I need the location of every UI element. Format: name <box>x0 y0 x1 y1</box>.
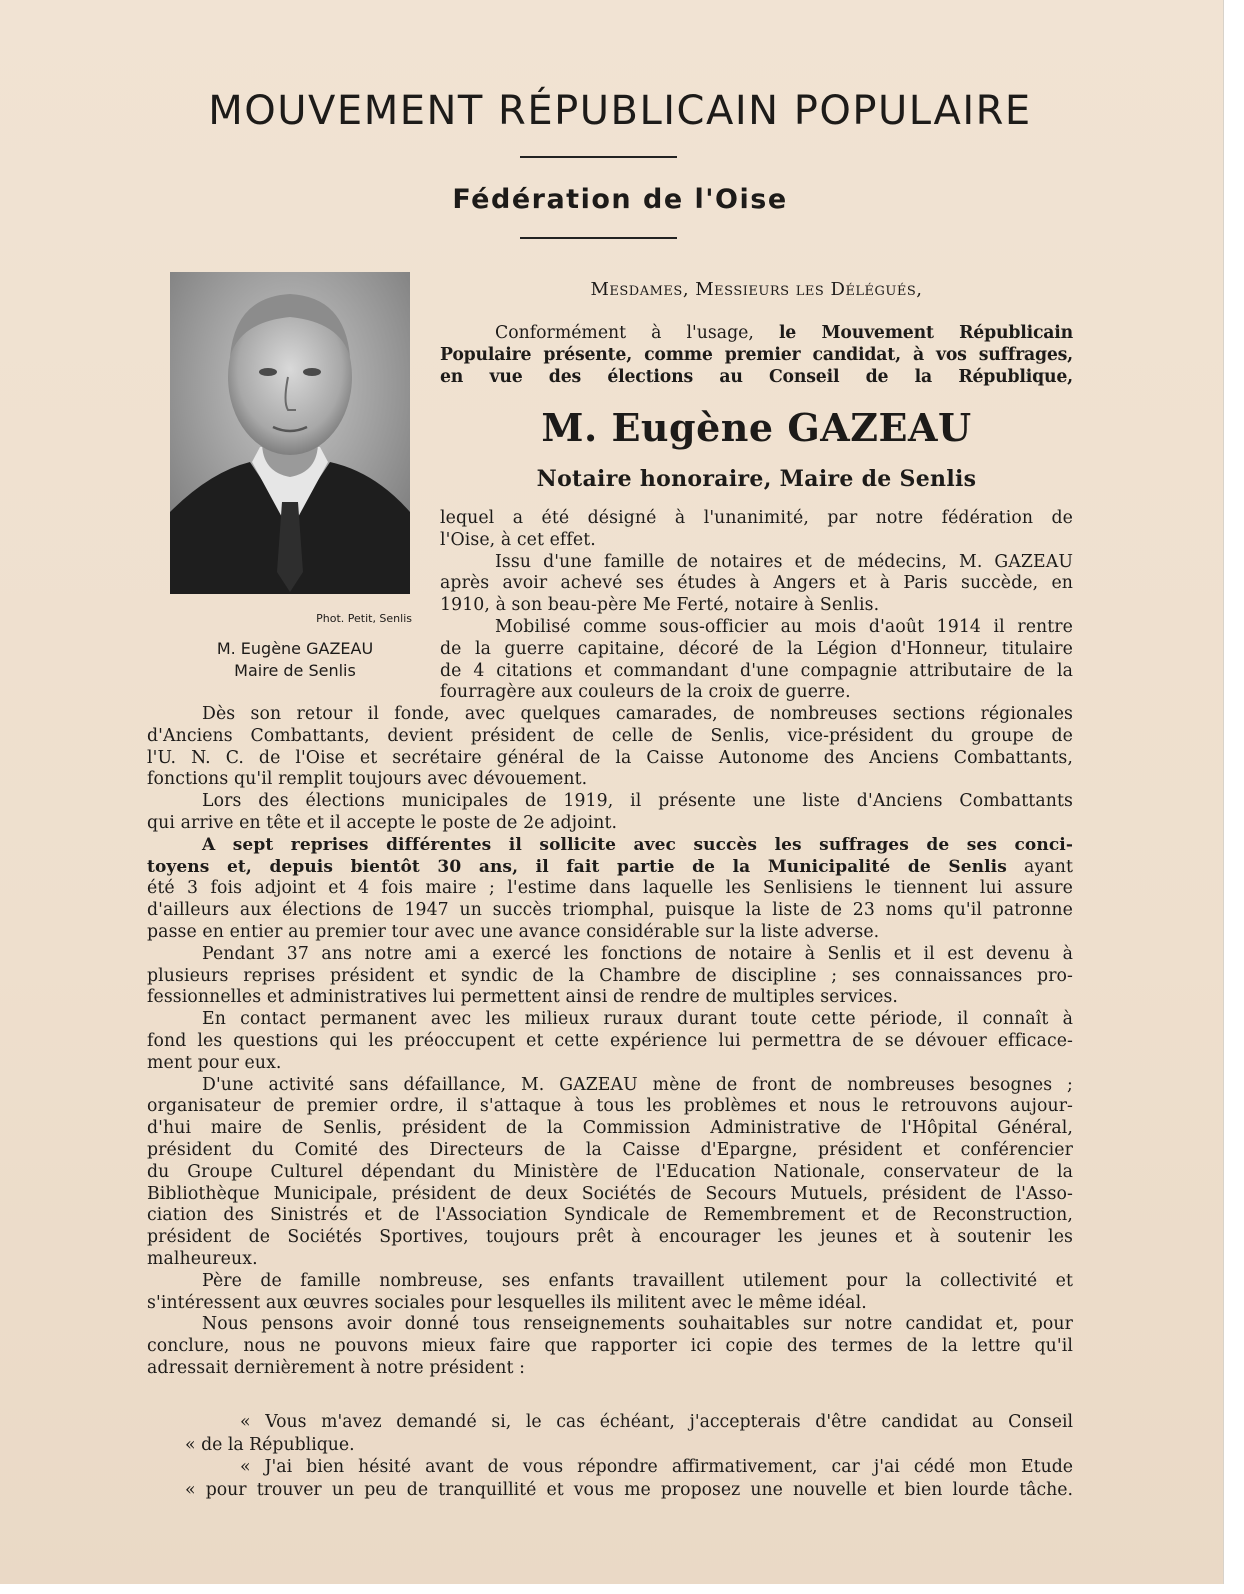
text-line <box>147 835 1073 857</box>
intro-line <box>440 322 1073 344</box>
quote-line: « pour trouver un peu de tranquillité et vous me proposez une nouvelle et bien lourde tâche. <box>185 1479 1073 1500</box>
text-line <box>147 857 1073 879</box>
text-line: l'Oise, à cet effet. <box>440 529 596 550</box>
text-line: conclure, nous ne pouvons mieux faire que rapporter ici copie des termes de la lettre qu'il <box>147 1336 1073 1357</box>
quote-line: « de la République. <box>185 1434 355 1455</box>
text-line: Lors des élections municipales de 1919, il présente une liste d'Anciens Combattants <box>202 791 1073 812</box>
text-line: d'ailleurs aux élections de 1947 un succès triomphal, puisque la liste de 23 noms qu'il patronne <box>147 900 1073 921</box>
text-line: Bibliothèque Municipale, président de deux Sociétés de Secours Mutuels, président de l'Asso- <box>147 1183 1073 1204</box>
text-line: de la guerre capitaine, décoré de la Légion d'Honneur, titulaire <box>440 638 1073 659</box>
text-line: Dès son retour il fonde, avec quelques camarades, de nombreuses sections régionales <box>202 704 1073 724</box>
text-line: du Groupe Culturel dépendant du Ministère de l'Education Nationale, conservateur de la <box>147 1161 1073 1182</box>
text-line: fond les questions qui les préoccupent et cette expérience lui permettra de se dévouer efficace- <box>147 1030 1073 1051</box>
text-line: En contact permanent avec les milieux ruraux durant toute cette période, il connaît à <box>202 1009 1073 1030</box>
text-line: fourragère aux couleurs de la croix de guerre. <box>440 682 851 703</box>
photo-caption-role: Maire de Senlis <box>234 661 356 680</box>
text-line: après avoir achevé ses études à Angers et à Paris succède, en <box>440 573 1073 594</box>
quote-line: « J'ai bien hésité avant de vous répondre affirmativement, car j'ai cédé mon Etude <box>240 1457 1073 1477</box>
text-line: Père de famille nombreuse, ses enfants travaillent utilement pour la collectivité et <box>202 1270 1073 1291</box>
text-line: fonctions qu'il remplit toujours avec dévouement. <box>147 769 588 790</box>
intro-bold-text: le Mouvement Républicain <box>778 323 1073 343</box>
text-line: Pendant 37 ans notre ami a exercé les fonctions de notaire à Senlis et il est devenu à <box>202 943 1073 964</box>
scan-margin-bottom <box>0 1584 1244 1594</box>
text-fragment: ayant <box>1006 856 1073 877</box>
text-line: organisateur de premier ordre, il s'attaque à tous les problèmes et nous le retrouvons aujour- <box>147 1096 1073 1117</box>
text-line: passe en entier au premier tour avec une avance considérable sur la liste adverse. <box>147 921 880 942</box>
text-line: 1910, à son beau-père Me Ferté, notaire à Senlis. <box>440 595 880 616</box>
photo-caption-name: M. Eugène GAZEAU <box>216 639 374 658</box>
intro-bold-text: Populaire présente, comme premier candidat, à vos suffrages, <box>440 345 1073 365</box>
text-line: président de Sociétés Sportives, toujours prêt à encourager les jeunes et à soutenir les <box>147 1227 1073 1248</box>
emphasis-text: A sept reprises différentes il sollicite avec succès les suffrages de ses conci- <box>202 834 1073 855</box>
text-line: de 4 citations et commandant d'une compagnie attributaire de la <box>440 660 1073 681</box>
text-line: qui arrive en tête et il accepte le poste de 2e adjoint. <box>147 812 618 833</box>
intro-line <box>440 344 1073 366</box>
text-line: malheureux. <box>147 1248 258 1269</box>
text-line: l'U. N. C. de l'Oise et secrétaire général de la Caisse Autonome des Anciens Combattants, <box>147 747 1073 768</box>
intro-text: Conformément à l'usage, <box>495 323 779 343</box>
document-subtitle: Fédération de l'Oise <box>452 184 788 215</box>
text-line: fessionnelles et administratives lui permettent ainsi de rendre de multiples services. <box>147 987 899 1008</box>
text-line: Issu d'une famille de notaires et de médecins, M. GAZEAU <box>495 551 1073 572</box>
candidate-name: M. Eugène GAZEAU <box>541 405 972 450</box>
intro-line <box>440 366 1073 388</box>
text-line: Nous pensons avoir donné tous renseignements souhaitables sur notre candidat et, pour <box>202 1314 1073 1335</box>
title-divider <box>520 156 677 158</box>
quote-line: « Vous m'avez demandé si, le cas échéant, j'accepterais d'être candidat au Conseil <box>240 1412 1073 1432</box>
quoted-letter <box>185 1411 1073 1501</box>
biography-right-column <box>440 508 1073 704</box>
subtitle-divider <box>520 237 677 239</box>
photo-credit: Phot. Petit, Senlis <box>316 612 412 625</box>
text-line: plusieurs reprises président et syndic de la Chambre de discipline ; ses connaissances pro- <box>147 965 1073 986</box>
text-line: été 3 fois adjoint et 4 fois maire ; l'estime dans laquelle les Senlisiens le tiennent lui assure <box>147 878 1073 899</box>
text-line: président du Comité des Directeurs de la Caisse d'Epargne, président et conférencier <box>147 1139 1073 1160</box>
text-line: ciation des Sinistrés et de l'Association Syndicale de Remembrement et de Reconstruction, <box>147 1205 1073 1226</box>
photo-caption <box>190 638 400 682</box>
biography-main-text <box>147 704 1073 1380</box>
text-line: d'hui maire de Senlis, président de la Commission Administrative de l'Hôpital Général, <box>147 1118 1073 1139</box>
candidate-portrait <box>170 272 410 594</box>
document-title: MOUVEMENT RÉPUBLICAIN POPULAIRE <box>208 88 1032 134</box>
text-line: Mobilisé comme sous-officier au mois d'août 1914 il rentre <box>495 616 1073 637</box>
text-line: d'Anciens Combattants, devient président de celle de Senlis, vice-président du groupe de <box>147 725 1073 746</box>
emphasis-text: toyens et, depuis bientôt 30 ans, il fait partie de la Municipalité de Senlis <box>147 856 1007 877</box>
salutation: Mesdames, Messieurs les Délégués, <box>590 279 923 300</box>
text-line: s'intéressent aux œuvres sociales pour lesquelles ils militent avec le même idéal. <box>147 1292 867 1313</box>
candidate-role: Notaire honoraire, Maire de Senlis <box>536 466 977 492</box>
text-line: adressait dernièrement à notre président : <box>147 1357 526 1378</box>
text-line: D'une activité sans défaillance, M. GAZEAU mène de front de nombreuses besognes ; <box>202 1074 1073 1095</box>
scan-margin-right <box>1223 0 1244 1594</box>
text-line: lequel a été désigné à l'unanimité, par notre fédération de <box>440 508 1073 528</box>
intro-paragraph <box>440 322 1073 388</box>
text-line: ment pour eux. <box>147 1052 282 1073</box>
intro-bold-text: en vue des élections au Conseil de la République, <box>440 367 1073 387</box>
